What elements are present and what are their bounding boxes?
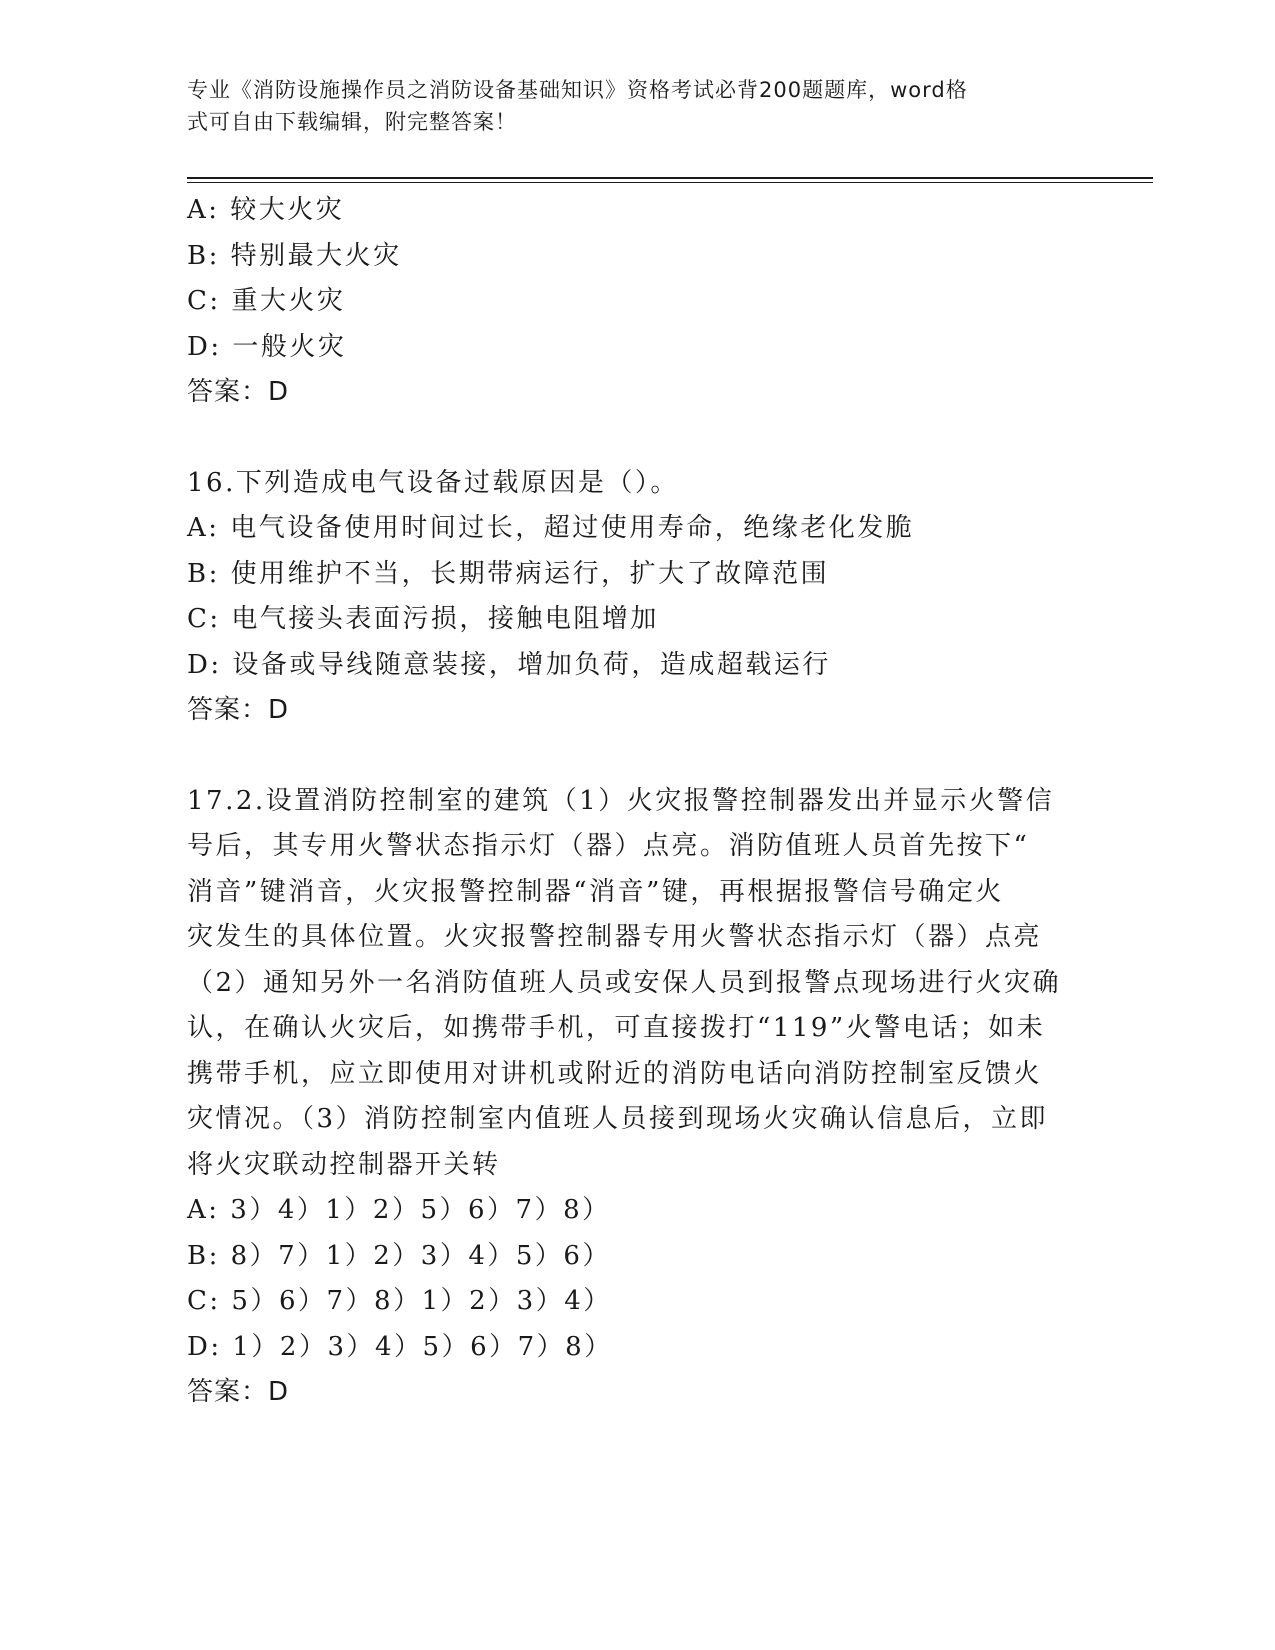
question-15	[187, 188, 1067, 416]
stem-line: 号后，其专用火警状态指示灯（器）点亮。消防值班人员首先按下“	[187, 831, 1030, 861]
option-d: D: 一般火灾	[187, 331, 347, 362]
answer-label: 答案：D	[187, 377, 290, 407]
question-stem	[187, 779, 1067, 1189]
question-stem: 16.下列造成电气设备过载原因是（）。	[187, 467, 679, 498]
document-header	[187, 74, 1067, 138]
header-title-line-2: 式可自由下载编辑，附完整答案！	[187, 110, 517, 134]
stem-line: 将火灾联动控制器开关转	[187, 1149, 501, 1180]
option-a: A: 较大火灾	[187, 195, 345, 225]
header-divider-thin	[187, 182, 1153, 183]
question-content	[187, 188, 1067, 1416]
option-b: B: 8）7）1）2）3）4）5）6）	[187, 1240, 611, 1271]
option-b: B: 特别最大火灾	[187, 240, 402, 271]
header-title-line-1: 专业《消防设施操作员之消防设备基础知识》资格考试必背200题题库，word格	[187, 78, 968, 102]
answer-label: 答案：D	[187, 695, 290, 725]
header-divider-thick	[187, 177, 1153, 179]
stem-line: 灾情况。（3）消防控制室内值班人员接到现场火灾确认信息后，立即	[187, 1104, 1049, 1134]
stem-line: 灾发生的具体位置。火灾报警控制器专用火警状态指示灯（器）点亮	[187, 922, 1043, 952]
answer-label: 答案：D	[187, 1377, 290, 1407]
stem-line: 消音”键消音，火灾报警控制器“消音”键，再根据报警信号确定火	[187, 876, 1004, 907]
option-c: C: 5）6）7）8）1）2）3）4）	[187, 1286, 612, 1316]
option-d: D: 设备或导线随意装接，增加负荷，造成超载运行	[187, 649, 831, 680]
option-c: C: 电气接头表面污损，接触电阻增加	[187, 604, 659, 634]
option-b: B: 使用维护不当，长期带病运行，扩大了故障范围	[187, 558, 830, 589]
option-d: D: 1）2）3）4）5）6）7）8）	[187, 1331, 613, 1362]
stem-line: 17.2.设置消防控制室的建筑（1）火灾报警控制器发出并显示火警信	[187, 785, 1055, 816]
option-a: A: 电气设备使用时间过长，超过使用寿命，绝缘老化发脆	[187, 513, 915, 543]
stem-line: 认，在确认火灾后，如携带手机，可直接拨打“119”火警电话；如未	[187, 1013, 1046, 1043]
stem-line: （2）通知另外一名消防值班人员或安保人员到报警点现场进行火灾确	[187, 967, 1062, 998]
question-16	[187, 461, 1067, 734]
option-a: A: 3）4）1）2）5）6）7）8）	[187, 1195, 611, 1225]
stem-line: 携带手机，应立即使用对讲机或附近的消防电话向消防控制室反馈火	[187, 1058, 1043, 1089]
option-c: C: 重大火灾	[187, 286, 346, 316]
question-17	[187, 779, 1067, 1416]
